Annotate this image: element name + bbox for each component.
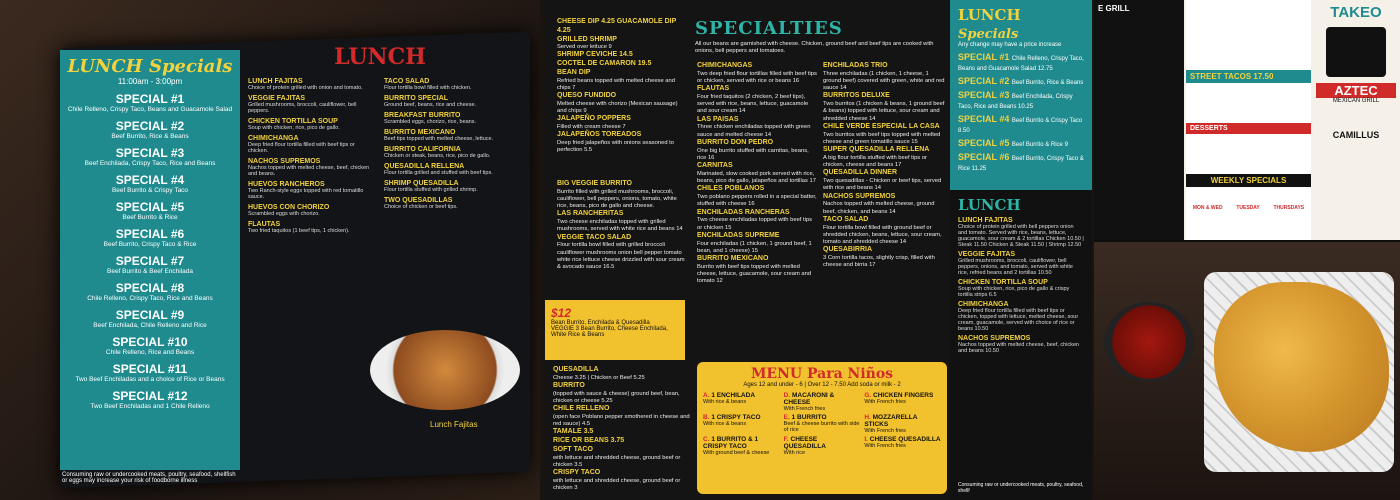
specialty-desc: Four enchiladas (1 chicken, 1 ground beef, 1 bean, and 1 cheese) 15 <box>697 240 812 254</box>
consuming-warning: Consuming raw or undercooked meats, poultry, seafood, shellfish or eggs may increase your risk of foodborne illness <box>62 472 236 484</box>
kids-item-letter: E. <box>783 414 790 421</box>
specialty-desc: Flour tortilla bowl filled with ground beef or shredded chicken, beans, lettuce, sour cream, tomato and shredded cheese 14 <box>823 224 942 245</box>
kids-item-desc: With rice & beans <box>703 399 747 405</box>
aztec-logo-text: AZTEC <box>1316 83 1396 98</box>
special-name: SPECIAL #12 <box>112 389 188 403</box>
kids-item-letter: F. <box>783 436 789 443</box>
kids-item <box>784 392 861 412</box>
specials-hours: 11:00am - 3:00pm <box>117 77 183 86</box>
lunch-item-name: LUNCH FAJITAS <box>248 78 303 85</box>
consuming-warning: Consuming raw or undercooked meats, poultry, seafood, shellf <box>958 482 1084 494</box>
chips-salsa-photo <box>1094 242 1400 500</box>
lunch-item-desc: Soup with chicken, rice, pico de gallo. <box>248 125 340 131</box>
lunch-item-desc: Deep fried flour tortilla filled with beef tips or chicken. <box>248 142 355 154</box>
special-name: SPECIAL #10 <box>112 335 188 349</box>
lunch-items <box>958 217 1084 354</box>
kids-item-desc: With French fries <box>864 399 906 405</box>
lunch-item-desc: Scrambled eggs, chorizo, rice, beans. <box>384 119 477 125</box>
specialties-title: SPECIALTIES <box>695 18 843 39</box>
appetizer-desc: Refried beans topped with melted cheese and chips 7 <box>557 77 675 91</box>
kids-item-name: CHEESE QUESADILLA <box>869 436 941 443</box>
lunch-special-desc: Beef Burrito & Rice 9 <box>1011 142 1068 148</box>
special-desc: Beef Burrito & Rice <box>122 214 178 221</box>
special-name: SPECIAL #8 <box>115 281 185 295</box>
side-item-name: TAMALE 3.5 <box>553 428 594 436</box>
lunch-item-name: NACHOS SUPREMOS <box>958 335 1031 342</box>
specialty-name: TACO SALAD <box>823 215 869 223</box>
salsa-bowl <box>1104 302 1194 382</box>
specialties-col-1 <box>697 62 817 285</box>
lunch-special-name: SPECIAL #3 <box>958 90 1010 100</box>
special-desc: Beef Burrito & Beef Enchilada <box>107 268 193 275</box>
special-name: SPECIAL #7 <box>115 254 185 268</box>
specialty-desc: Marinated, slow cooked pork served with rice, beans, pico de gallo, jalapeños and tortillas 17 <box>697 170 816 185</box>
specials-title: LUNCH Specials <box>67 56 233 77</box>
kids-ages: Ages 12 and under - 6 | Over 12 - 7.50 Add soda or milk - 2 <box>743 382 901 388</box>
side-item-name: CHILE RELLENO <box>553 405 610 413</box>
kids-item <box>864 392 941 412</box>
lunch-item-name: QUESADILLA RELLENA <box>384 163 465 170</box>
day-thursdays: THURSDAYS <box>1273 205 1305 211</box>
specialty-desc: Two quesadillas - Chicken or beef tips, served with rice and beans 14 <box>823 178 942 192</box>
lunch-item-name: CHICKEN TORTILLA SOUP <box>958 279 1048 286</box>
special-desc: Beef Enchilada, Crispy Taco, Rice and Beans <box>84 160 216 167</box>
specialty-desc: 3 Corn tortilla tacos, slightly crisp, filled with cheese and birria 17 <box>823 254 935 269</box>
lunch-item-desc: Choice of protein grilled with onion and tomato. <box>248 85 363 91</box>
lunch-item-desc: Scrambled eggs with chorizo. <box>248 211 320 217</box>
kids-item-desc: With rice & beans <box>703 421 747 427</box>
lunch-item-name: NACHOS SUPREMOS <box>248 158 321 165</box>
kids-item-name: 1 BURRITO <box>791 414 827 421</box>
lunch-item-desc: Deep fried flour tortilla filled with beef tips or chicken, topped with lettuce, melted cheese, sour cream, guacamole, served with choice of rice or beans 10.50 <box>958 308 1079 332</box>
veggie-item-desc: Two cheese enchiladas topped with grilled mushrooms, served with white rice and beans 14 <box>557 219 683 233</box>
day-tuesday: TUESDAY <box>1236 205 1260 211</box>
lunch-special-name: SPECIAL #1 <box>958 52 1010 62</box>
special-name: SPECIAL #9 <box>115 308 185 322</box>
special-desc: Beef Burrito & Crispy Taco <box>111 187 189 194</box>
lunch-special-desc: Beef Burrito & Crispy Taco 8.50 <box>958 118 1083 134</box>
lunch-special <box>958 90 1084 110</box>
lunch-item-name: BURRITO MEXICANO <box>384 129 456 136</box>
appetizer-name: CHEESE DIP 4.25 GUACAMOLE DIP 4.25 <box>557 18 677 34</box>
lunch-specials-header <box>950 0 1092 190</box>
lunch-special-name: SPECIAL #4 <box>958 114 1010 124</box>
lunch-item-desc: Flour tortilla stuffed with grilled shrimp. <box>384 187 478 193</box>
lunch-item-name: VEGGIE FAJITAS <box>958 251 1016 258</box>
appetizer-desc: Deep fried jalapeños with onions seasoned to perfection 5.5 <box>557 140 674 154</box>
lunch-title: LUNCH <box>334 44 426 70</box>
kids-item <box>864 436 941 456</box>
special-desc: Chile Relleno, Crispy Taco, Beans and Guacamole Salad <box>67 106 233 113</box>
specialty-name: NACHOS SUPREMOS <box>823 192 896 200</box>
specialty-name: CHIMICHANGAS <box>697 62 753 69</box>
specialty-desc: Burrito with beef tips topped with melted cheese, lettuce, guacamole, sour cream and tomato 12 <box>697 263 812 285</box>
special-desc: Chile Relleno, Crispy Taco, Rice and Beans <box>87 295 213 302</box>
veggie-item-desc: Burrito filled with grilled mushrooms, broccoli, cauliflower, bell peppers, onions, tomato, white rice, beans, pico de gallo and cheese. <box>557 188 677 210</box>
kids-item-desc: With ground beef & cheese <box>703 450 770 456</box>
lunch-item-name: BURRITO SPECIAL <box>384 95 449 102</box>
lunch-item-desc: Nachos topped with melted cheese, beef, chicken and beans 10.50 <box>958 342 1080 354</box>
special-desc: Beef Burrito, Rice & Beans <box>111 133 189 140</box>
veggie-item-desc: Flour tortilla bowl filled with grilled broccoli cauliflower mushrooms onion bell pepper tomato white rice lettuce cheese drizzled with sour cream & avocado sauce 16.5 <box>557 242 685 271</box>
lunch-special <box>958 114 1084 134</box>
kids-grid <box>703 392 941 456</box>
lunch-special <box>958 52 1084 72</box>
lunch-panel <box>950 0 1092 500</box>
lunch-special <box>958 76 1084 86</box>
appetizer-desc: Filled with cream cheese 7 <box>557 124 626 131</box>
kids-item <box>703 414 780 434</box>
appetizer-name: GRILLED SHRIMP <box>557 35 617 43</box>
lunch-item-name: CHIMICHANGA <box>248 135 299 142</box>
weekly-days <box>1186 205 1311 211</box>
lunch-item-name: SHRIMP QUESADILLA <box>384 180 459 187</box>
lunch-item-desc: Choice of chicken or beef tips. <box>384 204 458 210</box>
veggie-item-name: LAS RANCHERITAS <box>557 210 624 218</box>
specialty-name: BURRITOS DELUXE <box>823 92 890 100</box>
lunch-col-1 <box>248 74 376 234</box>
brochure <box>1094 0 1400 240</box>
kids-item-desc: With French fries <box>864 443 906 449</box>
lunch-col-2 <box>384 74 512 234</box>
special-desc: Two Beef Enchiladas and 1 Chile Relleno <box>90 403 210 410</box>
brochure-middle <box>1186 0 1311 240</box>
desserts-heading: DESSERTS <box>1186 123 1311 134</box>
lunch-item-name: VEGGIE FAJITAS <box>248 95 306 102</box>
kids-item-name: 1 BURRITO & 1 CRISPY TACO <box>703 436 759 450</box>
kids-item-letter: C. <box>703 436 710 443</box>
lunch-item-name: CHIMICHANGA <box>958 301 1009 308</box>
plate-label: Lunch Fajitas <box>430 420 478 429</box>
lunch-item-name: TACO SALAD <box>384 78 430 85</box>
sides-list <box>553 366 693 492</box>
kids-item-name: 1 CRISPY TACO <box>711 414 761 421</box>
special-name: SPECIAL #2 <box>115 119 185 133</box>
lunch-body <box>950 190 1092 360</box>
side-item-name: QUESADILLA <box>553 366 599 373</box>
lunch-special <box>958 138 1084 148</box>
lunch-item-name: CHICKEN TORTILLA SOUP <box>248 118 338 125</box>
specialty-desc: Three chicken enchiladas topped with green sauce and melted cheese 14 <box>697 124 811 138</box>
veggie-list <box>557 180 687 271</box>
lunch-title: LUNCH <box>958 196 1021 214</box>
specialty-desc: Four fried taquitos (2 chicken, 2 beef tips), served with rice, beans, lettuce, guacamole and sour cream 14 <box>697 93 809 115</box>
appetizer-name: JALAPEÑO POPPERS <box>557 115 631 123</box>
special-name: SPECIAL #5 <box>115 200 185 214</box>
specialty-name: FLAUTAS <box>697 85 730 93</box>
kids-item-letter: I. <box>864 436 868 443</box>
lunch-special-name: SPECIAL #2 <box>958 76 1010 86</box>
brochure-right <box>1312 0 1400 240</box>
kids-item <box>784 436 861 456</box>
lunch-item-name: BURRITO CALIFORNIA <box>384 146 461 153</box>
side-item-name: RICE OR BEANS 3.75 <box>553 437 625 445</box>
brochure-left-strip <box>1094 0 1184 240</box>
specialty-name: ENCHILADAS SUPREME <box>697 231 780 239</box>
specialty-desc: One big burrito stuffed with carnitas, beans, rice 16 <box>697 147 809 161</box>
specialty-name: CHILE VERDE ESPECIAL LA CASA <box>823 122 940 130</box>
fajitas-plate-photo <box>370 330 520 410</box>
lunch-item-desc: Grilled mushrooms, broccoli, cauliflower, bell peppers. <box>248 102 357 114</box>
specialty-name: BURRITO DON PEDRO <box>697 138 774 146</box>
side-item-desc: with lettuce and shredded cheese, ground beef or chicken 3.5 <box>553 454 681 468</box>
veggie-item-name: BIG VEGGIE BURRITO <box>557 180 632 187</box>
specialty-name: BURRITO MEXICANO <box>697 254 769 262</box>
kids-item <box>703 436 780 456</box>
pyramid-logo-icon <box>1326 27 1386 77</box>
lunch-item-name: LUNCH FAJITAS <box>958 217 1013 224</box>
mexican-grill-label: MEXICAN GRILL <box>1332 98 1380 104</box>
specialty-name: QUESADILLA DINNER <box>823 169 898 177</box>
specialty-name: ENCHILADAS RANCHERAS <box>697 208 790 216</box>
kids-item-letter: B. <box>703 414 710 421</box>
lunch-item-desc: Choice of protein grilled with bell peppers onion and tomato. Served with rice, beans, lettuce, guacamole, sour cream & 2 tortillas Chicken 10.50 | Steak 11.50 Chicken & Steak 11.50 | Shrimp 12.50 <box>958 224 1084 248</box>
lunch-special-desc: Beef Enchilada, Crispy Taco, Rice and Beans 10.25 <box>958 94 1073 110</box>
appetizers-list <box>557 18 687 155</box>
kids-item-letter: D. <box>783 392 791 399</box>
lunch-special-desc: Beef Burrito, Rice & Beans <box>1011 80 1084 86</box>
brand-title: TAKEO <box>1330 4 1382 21</box>
specialty-desc: A big flour tortilla stuffed with beef tips or chicken, cheese and beans 17 <box>823 154 927 169</box>
kids-item-desc: With French fries <box>783 406 826 412</box>
specialties-note: All our beans are garnished with cheese. Chicken, ground beef and beef tips are cooked with onions, bell peppers and tomatoes. <box>695 40 934 54</box>
special-desc: Beef Enchilada, Chile Relleno and Rice <box>93 322 207 329</box>
lunch-special-name: SPECIAL #5 <box>958 138 1010 148</box>
city-label: CAMILLUS <box>1332 130 1380 140</box>
specialty-desc: Two poblano peppers rolled in a special batter, stuffed with cheese 16 <box>697 194 817 208</box>
twelve-item-1: Bean Burrito, Enchilada & Quesadilla <box>551 320 650 326</box>
lunch-special <box>958 152 1084 172</box>
weekly-specials-heading: WEEKLY SPECIALS <box>1186 174 1311 187</box>
lunch-special-desc: Chile Relleno, Crispy Taco, Beans and Guacamole Salad 12.75 <box>958 56 1084 72</box>
appetizer-desc: Served over lettuce 9 <box>557 44 612 51</box>
kids-item-desc: Beef & cheese burrito with side of rice <box>783 421 860 433</box>
appetizer-name: SHRIMP CEVICHE 14.5 <box>557 51 633 59</box>
kids-item-name: CHEESE QUESADILLA <box>783 436 826 450</box>
special-name: SPECIAL #6 <box>115 227 185 241</box>
lunch-item-name: FLAUTAS <box>248 221 281 228</box>
specialty-name: CARNITAS <box>697 162 733 170</box>
lunch-item-name: HUEVOS RANCHEROS <box>248 181 325 188</box>
specialty-desc: Two deep fried flour tortillas filled with beef tips or chicken, served with rice or beans 16 <box>697 70 817 84</box>
appetizer-name: COCTEL DE CAMARON 19.5 <box>557 60 652 68</box>
specialty-name: ENCHILADAS TRIO <box>823 62 888 69</box>
kids-item-name: 1 ENCHILADA <box>711 392 756 399</box>
kids-item-letter: G. <box>864 392 872 399</box>
lunch-item-desc: Chicken or steak, beans, rice, pico de gallo. <box>384 153 491 159</box>
kids-item <box>864 414 941 434</box>
appetizer-desc: Melted cheese with chorizo (Mexican sausage) and chips 9 <box>557 100 678 115</box>
kids-menu-title: MENU Para Niños <box>750 366 894 382</box>
appetizer-name: QUESO FUNDIDO <box>557 92 617 100</box>
kids-item-name: MOZZARELLA STICKS <box>864 414 918 428</box>
specialties-header <box>695 18 945 55</box>
special-name: SPECIAL #4 <box>115 173 185 187</box>
specialty-name: CHILES POBLANOS <box>697 185 765 193</box>
side-item-name: CRISPY TACO <box>553 469 601 477</box>
specials-list <box>60 92 240 410</box>
specialty-desc: Two burritos with beef tips topped with melted cheese and green tomatillo sauce 15 <box>823 131 941 145</box>
specialty-name: QUESABIRRIA <box>823 246 873 254</box>
specialty-desc: Two cheese enchiladas topped with beef tips or chicken 15 <box>697 217 813 231</box>
special-desc: Two Beef Enchiladas and a choice of Rice or Beans <box>75 376 225 383</box>
lunch-item-desc: Two Ranch-style eggs topped with red tomatillo sauce. <box>248 188 364 200</box>
menu-photo-panel <box>0 0 540 500</box>
specialty-name: LAS PAISAS <box>697 115 739 123</box>
lunch-item-desc: Beef tips topped with melted cheese, lettuce. <box>384 136 494 142</box>
kids-menu <box>697 362 947 494</box>
kids-item-name: MACARONI & CHEESE <box>783 392 835 406</box>
specialty-desc: Three enchiladas (1 chicken, 1 cheese, 1 ground beef) covered with green, white and red sauce 14 <box>823 70 945 92</box>
lunch-item-desc: Ground beef, beans, rice and cheese. <box>384 102 477 108</box>
lunch-item-name: HUEVOS CON CHORIZO <box>248 204 330 211</box>
kids-item-letter: A. <box>703 392 710 399</box>
street-tacos-heading: STREET TACOS 17.50 <box>1186 70 1311 83</box>
lunch-specials-note: Any change may have a price increase <box>958 42 1062 48</box>
side-item-desc: (topped with sauce & cheese) ground beef, bean, chicken or cheese 5.25 <box>553 390 680 404</box>
lunch-item-desc: Nachos topped with melted cheese, beef, chicken and beans. <box>248 165 370 177</box>
side-item-name: SOFT TACO <box>553 445 593 453</box>
kids-item-name: CHICKEN FINGERS <box>873 392 934 399</box>
appetizer-name: BEAN DIP <box>557 68 591 76</box>
lunch-specials-title: LUNCH Specials <box>958 6 1021 42</box>
specialty-desc: Nachos topped with melted cheese, ground beef, chicken, and beans 14 <box>823 201 935 215</box>
lunch-special-name: SPECIAL #6 <box>958 152 1010 162</box>
side-item-desc: (open face Poblano pepper smothered in cheese and red sauce) 4.5 <box>553 413 690 428</box>
kids-item-letter: H. <box>864 414 871 421</box>
special-desc: Chile Relleno, Rice and Beans <box>105 349 195 356</box>
kids-item <box>784 414 861 434</box>
lunch-item-desc: Two fried taquitos (1 beef tips, 1 chicken). <box>248 228 350 234</box>
day-mon-wed: MON & WED <box>1192 205 1223 211</box>
special-desc: Beef Burrito, Crispy Taco & Rice <box>103 241 197 248</box>
appetizer-name: JALAPEÑOS TOREADOS <box>557 131 642 139</box>
kids-item-desc: With French fries <box>864 428 906 434</box>
twelve-item-2: VEGGIE 3 Bean Burrito, Cheese Enchilada, White Rice & Beans <box>551 326 668 338</box>
specialties-panel <box>545 0 950 500</box>
twelve-dollar-box <box>545 300 685 360</box>
kids-item-desc: With rice <box>783 450 806 456</box>
lunch-item-desc: Soup with chicken, rice, pico de gallo & crispy tortilla strips 6.5 <box>958 286 1070 298</box>
lunch-specials-list <box>958 52 1084 172</box>
specialties-col-2 <box>823 62 947 269</box>
special-name: SPECIAL #11 <box>112 362 188 376</box>
side-item-desc: Cheese 3.25 | Chicken or Beef 5.25 <box>553 374 645 381</box>
side-item-name: BURRITO <box>553 381 585 389</box>
specialty-desc: Two burritos (1 chicken & beans, 1 ground beef & beans) topped with lettuce, sour cream and shredded cheese 14 <box>823 101 945 122</box>
special-name: SPECIAL #1 <box>115 92 185 106</box>
lunch-item-desc: Flour tortilla bowl filled with chicken. <box>384 85 472 91</box>
special-name: SPECIAL #3 <box>115 146 185 160</box>
side-item-desc: with lettuce and shredded cheese, ground beef or chicken 3 <box>553 477 681 492</box>
brochure-chips-panel <box>1094 0 1400 500</box>
lunch-item-desc: Flour tortilla grilled and stuffed with beef tips. <box>384 170 493 176</box>
grill-label: E GRILL <box>1098 4 1130 13</box>
specialty-name: SUPER QUESADILLA RELLENA <box>823 146 930 154</box>
lunch-specials-column <box>60 50 240 470</box>
lunch-item-desc: Grilled mushrooms, broccoli, cauliflower, bell peppers, onions, and tomato, served with white rice, refried beans and 2 tortillas 10.50 <box>958 258 1073 276</box>
kids-item <box>703 392 780 412</box>
twelve-price: $12 <box>551 306 572 320</box>
lunch-item-name: BREAKFAST BURRITO <box>384 112 461 119</box>
lunch-item-name: TWO QUESADILLAS <box>384 197 453 204</box>
veggie-item-name: VEGGIE TACO SALAD <box>557 233 632 241</box>
lunch-special-desc: Beef Burrito, Crispy Taco & Rice 11.25 <box>958 156 1084 172</box>
